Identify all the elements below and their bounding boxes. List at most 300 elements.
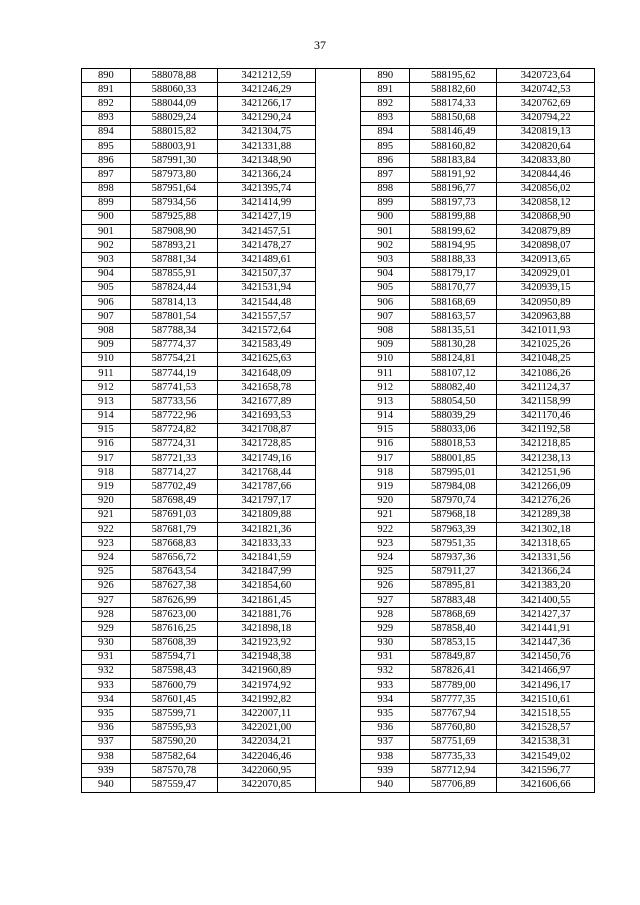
right-point-number-cell: 936 [361, 721, 410, 735]
right-point-number-cell: 926 [361, 579, 410, 593]
right-point-number-cell: 892 [361, 97, 410, 111]
table-row [82, 225, 595, 239]
column-gap [315, 707, 361, 721]
right-x-coordinate-cell: 588196,77 [410, 182, 497, 196]
left-x-coordinate-cell: 588078,88 [130, 69, 217, 83]
left-point-number-cell: 932 [82, 664, 131, 678]
right-x-coordinate-cell: 588194,95 [410, 239, 497, 253]
left-point-number-cell: 911 [82, 366, 131, 380]
right-x-coordinate-cell: 588188,33 [410, 253, 497, 267]
left-x-coordinate-cell: 587599,71 [130, 707, 217, 721]
left-x-coordinate-cell: 587626,99 [130, 593, 217, 607]
right-y-coordinate-cell: 3421427,37 [497, 608, 595, 622]
right-x-coordinate-cell: 588130,28 [410, 338, 497, 352]
right-point-number-cell: 902 [361, 239, 410, 253]
left-point-number-cell: 892 [82, 97, 131, 111]
right-point-number-cell: 934 [361, 693, 410, 707]
column-gap [315, 423, 361, 437]
right-point-number-cell: 919 [361, 480, 410, 494]
column-gap [315, 565, 361, 579]
column-gap [315, 735, 361, 749]
right-point-number-cell: 899 [361, 196, 410, 210]
left-point-number-cell: 924 [82, 551, 131, 565]
right-point-number-cell: 910 [361, 352, 410, 366]
right-point-number-cell: 909 [361, 338, 410, 352]
left-x-coordinate-cell: 588044,09 [130, 97, 217, 111]
left-x-coordinate-cell: 587598,43 [130, 664, 217, 678]
left-x-coordinate-cell: 587681,79 [130, 523, 217, 537]
left-x-coordinate-cell: 587788,34 [130, 324, 217, 338]
right-x-coordinate-cell: 587895,81 [410, 579, 497, 593]
table-row [82, 508, 595, 522]
table-row [82, 622, 595, 636]
column-gap [315, 636, 361, 650]
left-point-number-cell: 901 [82, 225, 131, 239]
right-x-coordinate-cell: 587751,69 [410, 735, 497, 749]
left-y-coordinate-cell: 3421304,75 [218, 125, 316, 139]
left-point-number-cell: 918 [82, 466, 131, 480]
right-point-number-cell: 915 [361, 423, 410, 437]
left-point-number-cell: 916 [82, 437, 131, 451]
left-point-number-cell: 931 [82, 650, 131, 664]
table-row [82, 778, 595, 792]
left-x-coordinate-cell: 587623,00 [130, 608, 217, 622]
left-x-coordinate-cell: 587656,72 [130, 551, 217, 565]
left-x-coordinate-cell: 587744,19 [130, 366, 217, 380]
table-row [82, 253, 595, 267]
column-gap [315, 650, 361, 664]
left-point-number-cell: 915 [82, 423, 131, 437]
left-y-coordinate-cell: 3421841,59 [218, 551, 316, 565]
column-gap [315, 437, 361, 451]
column-gap [315, 97, 361, 111]
left-y-coordinate-cell: 3421246,29 [218, 83, 316, 97]
table-row [82, 466, 595, 480]
right-point-number-cell: 898 [361, 182, 410, 196]
column-gap [315, 381, 361, 395]
right-x-coordinate-cell: 587826,41 [410, 664, 497, 678]
left-x-coordinate-cell: 587608,39 [130, 636, 217, 650]
right-y-coordinate-cell: 3420868,90 [497, 210, 595, 224]
right-y-coordinate-cell: 3420950,89 [497, 296, 595, 310]
right-point-number-cell: 932 [361, 664, 410, 678]
column-gap [315, 679, 361, 693]
left-x-coordinate-cell: 588060,33 [130, 83, 217, 97]
right-point-number-cell: 890 [361, 69, 410, 83]
left-y-coordinate-cell: 3421821,36 [218, 523, 316, 537]
left-point-number-cell: 895 [82, 139, 131, 153]
left-y-coordinate-cell: 3421414,99 [218, 196, 316, 210]
left-x-coordinate-cell: 587724,31 [130, 437, 217, 451]
left-x-coordinate-cell: 587881,34 [130, 253, 217, 267]
right-x-coordinate-cell: 588160,82 [410, 139, 497, 153]
right-y-coordinate-cell: 3421266,09 [497, 480, 595, 494]
column-gap [315, 537, 361, 551]
table-row [82, 608, 595, 622]
table-row [82, 693, 595, 707]
left-y-coordinate-cell: 3421427,19 [218, 210, 316, 224]
column-gap [315, 608, 361, 622]
left-point-number-cell: 919 [82, 480, 131, 494]
left-y-coordinate-cell: 3421749,16 [218, 452, 316, 466]
right-y-coordinate-cell: 3420879,89 [497, 225, 595, 239]
right-y-coordinate-cell: 3420898,07 [497, 239, 595, 253]
left-y-coordinate-cell: 3421348,90 [218, 154, 316, 168]
right-y-coordinate-cell: 3421510,61 [497, 693, 595, 707]
left-y-coordinate-cell: 3421290,24 [218, 111, 316, 125]
left-y-coordinate-cell: 3421854,60 [218, 579, 316, 593]
left-y-coordinate-cell: 3422021,00 [218, 721, 316, 735]
column-gap [315, 338, 361, 352]
right-point-number-cell: 935 [361, 707, 410, 721]
left-y-coordinate-cell: 3421693,53 [218, 409, 316, 423]
left-x-coordinate-cell: 587668,83 [130, 537, 217, 551]
table-row [82, 735, 595, 749]
right-y-coordinate-cell: 3421170,46 [497, 409, 595, 423]
left-x-coordinate-cell: 587824,44 [130, 281, 217, 295]
left-y-coordinate-cell: 3422070,85 [218, 778, 316, 792]
left-point-number-cell: 902 [82, 239, 131, 253]
left-point-number-cell: 905 [82, 281, 131, 295]
right-y-coordinate-cell: 3421011,93 [497, 324, 595, 338]
left-point-number-cell: 890 [82, 69, 131, 83]
left-x-coordinate-cell: 587893,21 [130, 239, 217, 253]
right-x-coordinate-cell: 587883,48 [410, 593, 497, 607]
table-row [82, 267, 595, 281]
left-y-coordinate-cell: 3421847,99 [218, 565, 316, 579]
column-gap [315, 409, 361, 423]
left-y-coordinate-cell: 3422034,21 [218, 735, 316, 749]
right-x-coordinate-cell: 588135,51 [410, 324, 497, 338]
right-x-coordinate-cell: 587951,35 [410, 537, 497, 551]
column-gap [315, 466, 361, 480]
column-gap [315, 239, 361, 253]
table-row [82, 69, 595, 83]
column-gap [315, 210, 361, 224]
left-point-number-cell: 929 [82, 622, 131, 636]
left-y-coordinate-cell: 3421531,94 [218, 281, 316, 295]
left-point-number-cell: 937 [82, 735, 131, 749]
left-x-coordinate-cell: 587582,64 [130, 750, 217, 764]
column-gap [315, 523, 361, 537]
right-point-number-cell: 893 [361, 111, 410, 125]
right-x-coordinate-cell: 588054,50 [410, 395, 497, 409]
right-x-coordinate-cell: 588179,17 [410, 267, 497, 281]
right-x-coordinate-cell: 588033,06 [410, 423, 497, 437]
left-x-coordinate-cell: 587601,45 [130, 693, 217, 707]
table-row [82, 664, 595, 678]
right-point-number-cell: 897 [361, 168, 410, 182]
right-point-number-cell: 916 [361, 437, 410, 451]
table-row [82, 636, 595, 650]
right-x-coordinate-cell: 588039,29 [410, 409, 497, 423]
table-row [82, 593, 595, 607]
left-y-coordinate-cell: 3421898,18 [218, 622, 316, 636]
table-row [82, 523, 595, 537]
left-y-coordinate-cell: 3421677,89 [218, 395, 316, 409]
right-y-coordinate-cell: 3420742,53 [497, 83, 595, 97]
right-y-coordinate-cell: 3421318,65 [497, 537, 595, 551]
right-x-coordinate-cell: 588150,68 [410, 111, 497, 125]
right-x-coordinate-cell: 587868,69 [410, 608, 497, 622]
left-y-coordinate-cell: 3421658,78 [218, 381, 316, 395]
left-x-coordinate-cell: 588015,82 [130, 125, 217, 139]
right-x-coordinate-cell: 587849,87 [410, 650, 497, 664]
column-gap [315, 125, 361, 139]
column-gap [315, 778, 361, 792]
right-point-number-cell: 904 [361, 267, 410, 281]
left-x-coordinate-cell: 587691,03 [130, 508, 217, 522]
table-row [82, 139, 595, 153]
right-x-coordinate-cell: 587858,40 [410, 622, 497, 636]
right-y-coordinate-cell: 3421549,02 [497, 750, 595, 764]
left-point-number-cell: 906 [82, 296, 131, 310]
left-x-coordinate-cell: 587991,30 [130, 154, 217, 168]
right-point-number-cell: 931 [361, 650, 410, 664]
column-gap [315, 551, 361, 565]
table-row [82, 764, 595, 778]
right-point-number-cell: 913 [361, 395, 410, 409]
table-row [82, 423, 595, 437]
left-y-coordinate-cell: 3421768,44 [218, 466, 316, 480]
right-x-coordinate-cell: 588183,84 [410, 154, 497, 168]
table-row [82, 409, 595, 423]
column-gap [315, 281, 361, 295]
right-y-coordinate-cell: 3420794,22 [497, 111, 595, 125]
right-y-coordinate-cell: 3421366,24 [497, 565, 595, 579]
right-x-coordinate-cell: 588107,12 [410, 366, 497, 380]
table-row [82, 97, 595, 111]
page-number: 37 [314, 38, 326, 52]
table-row [82, 494, 595, 508]
right-y-coordinate-cell: 3421447,36 [497, 636, 595, 650]
column-gap [315, 352, 361, 366]
column-gap [315, 395, 361, 409]
right-x-coordinate-cell: 587789,00 [410, 679, 497, 693]
left-y-coordinate-cell: 3421861,45 [218, 593, 316, 607]
column-gap [315, 324, 361, 338]
column-gap [315, 253, 361, 267]
right-y-coordinate-cell: 3421606,66 [497, 778, 595, 792]
left-y-coordinate-cell: 3421583,49 [218, 338, 316, 352]
left-point-number-cell: 908 [82, 324, 131, 338]
left-y-coordinate-cell: 3421708,87 [218, 423, 316, 437]
table-row [82, 281, 595, 295]
left-point-number-cell: 900 [82, 210, 131, 224]
left-x-coordinate-cell: 587925,88 [130, 210, 217, 224]
left-point-number-cell: 904 [82, 267, 131, 281]
left-y-coordinate-cell: 3422007,11 [218, 707, 316, 721]
left-point-number-cell: 921 [82, 508, 131, 522]
left-point-number-cell: 930 [82, 636, 131, 650]
right-point-number-cell: 930 [361, 636, 410, 650]
right-y-coordinate-cell: 3421383,20 [497, 579, 595, 593]
right-y-coordinate-cell: 3421251,96 [497, 466, 595, 480]
right-x-coordinate-cell: 587735,33 [410, 750, 497, 764]
left-x-coordinate-cell: 587702,49 [130, 480, 217, 494]
table-row [82, 296, 595, 310]
left-x-coordinate-cell: 587754,21 [130, 352, 217, 366]
table-row [82, 437, 595, 451]
left-point-number-cell: 894 [82, 125, 131, 139]
table-row [82, 182, 595, 196]
left-point-number-cell: 899 [82, 196, 131, 210]
column-gap [315, 721, 361, 735]
coordinates-table-body [82, 69, 595, 793]
left-point-number-cell: 934 [82, 693, 131, 707]
table-row [82, 210, 595, 224]
left-x-coordinate-cell: 587908,90 [130, 225, 217, 239]
left-y-coordinate-cell: 3421478,27 [218, 239, 316, 253]
right-x-coordinate-cell: 588170,77 [410, 281, 497, 295]
right-y-coordinate-cell: 3421331,56 [497, 551, 595, 565]
right-point-number-cell: 906 [361, 296, 410, 310]
right-point-number-cell: 894 [361, 125, 410, 139]
column-gap [315, 480, 361, 494]
right-point-number-cell: 938 [361, 750, 410, 764]
right-x-coordinate-cell: 587937,36 [410, 551, 497, 565]
left-y-coordinate-cell: 3422060,95 [218, 764, 316, 778]
column-gap [315, 579, 361, 593]
right-y-coordinate-cell: 3420844,46 [497, 168, 595, 182]
right-y-coordinate-cell: 3421528,57 [497, 721, 595, 735]
table-row [82, 83, 595, 97]
left-y-coordinate-cell: 3421457,51 [218, 225, 316, 239]
right-point-number-cell: 925 [361, 565, 410, 579]
column-gap [315, 750, 361, 764]
right-x-coordinate-cell: 587712,94 [410, 764, 497, 778]
right-x-coordinate-cell: 587984,08 [410, 480, 497, 494]
left-x-coordinate-cell: 587733,56 [130, 395, 217, 409]
right-point-number-cell: 933 [361, 679, 410, 693]
left-y-coordinate-cell: 3421544,48 [218, 296, 316, 310]
left-point-number-cell: 903 [82, 253, 131, 267]
table-row [82, 381, 595, 395]
right-y-coordinate-cell: 3421518,55 [497, 707, 595, 721]
left-y-coordinate-cell: 3421948,38 [218, 650, 316, 664]
right-point-number-cell: 907 [361, 310, 410, 324]
right-y-coordinate-cell: 3420819,13 [497, 125, 595, 139]
left-point-number-cell: 928 [82, 608, 131, 622]
column-gap [315, 267, 361, 281]
right-x-coordinate-cell: 588174,33 [410, 97, 497, 111]
right-point-number-cell: 917 [361, 452, 410, 466]
right-y-coordinate-cell: 3421192,58 [497, 423, 595, 437]
right-x-coordinate-cell: 588168,69 [410, 296, 497, 310]
right-x-coordinate-cell: 588199,62 [410, 225, 497, 239]
right-y-coordinate-cell: 3420833,80 [497, 154, 595, 168]
right-y-coordinate-cell: 3421158,99 [497, 395, 595, 409]
left-x-coordinate-cell: 587951,64 [130, 182, 217, 196]
right-y-coordinate-cell: 3421124,37 [497, 381, 595, 395]
left-point-number-cell: 922 [82, 523, 131, 537]
left-y-coordinate-cell: 3421557,57 [218, 310, 316, 324]
left-point-number-cell: 925 [82, 565, 131, 579]
right-point-number-cell: 924 [361, 551, 410, 565]
right-point-number-cell: 920 [361, 494, 410, 508]
right-point-number-cell: 937 [361, 735, 410, 749]
left-point-number-cell: 914 [82, 409, 131, 423]
column-gap [315, 111, 361, 125]
right-x-coordinate-cell: 588191,92 [410, 168, 497, 182]
table-row [82, 395, 595, 409]
column-gap [315, 296, 361, 310]
left-x-coordinate-cell: 588003,91 [130, 139, 217, 153]
right-x-coordinate-cell: 588195,62 [410, 69, 497, 83]
left-y-coordinate-cell: 3421572,64 [218, 324, 316, 338]
right-point-number-cell: 895 [361, 139, 410, 153]
right-point-number-cell: 903 [361, 253, 410, 267]
table-row [82, 168, 595, 182]
table-row [82, 721, 595, 735]
column-gap [315, 593, 361, 607]
column-gap [315, 622, 361, 636]
column-gap [315, 664, 361, 678]
table-row [82, 352, 595, 366]
left-x-coordinate-cell: 588029,24 [130, 111, 217, 125]
table-row [82, 679, 595, 693]
column-gap [315, 154, 361, 168]
right-point-number-cell: 901 [361, 225, 410, 239]
coordinates-table [81, 68, 595, 793]
right-point-number-cell: 900 [361, 210, 410, 224]
right-y-coordinate-cell: 3421496,17 [497, 679, 595, 693]
right-y-coordinate-cell: 3421302,18 [497, 523, 595, 537]
left-y-coordinate-cell: 3421648,09 [218, 366, 316, 380]
left-x-coordinate-cell: 587724,82 [130, 423, 217, 437]
column-gap [315, 69, 361, 83]
table-row [82, 111, 595, 125]
left-x-coordinate-cell: 587627,38 [130, 579, 217, 593]
right-point-number-cell: 929 [361, 622, 410, 636]
table-row [82, 366, 595, 380]
left-point-number-cell: 893 [82, 111, 131, 125]
left-y-coordinate-cell: 3422046,46 [218, 750, 316, 764]
right-x-coordinate-cell: 587760,80 [410, 721, 497, 735]
right-point-number-cell: 896 [361, 154, 410, 168]
right-y-coordinate-cell: 3421086,26 [497, 366, 595, 380]
table-row [82, 310, 595, 324]
left-point-number-cell: 938 [82, 750, 131, 764]
right-y-coordinate-cell: 3421025,26 [497, 338, 595, 352]
right-x-coordinate-cell: 587777,35 [410, 693, 497, 707]
table-row [82, 239, 595, 253]
table-row [82, 324, 595, 338]
right-point-number-cell: 940 [361, 778, 410, 792]
table-row [82, 480, 595, 494]
right-point-number-cell: 939 [361, 764, 410, 778]
left-point-number-cell: 917 [82, 452, 131, 466]
left-y-coordinate-cell: 3421212,59 [218, 69, 316, 83]
left-x-coordinate-cell: 587590,20 [130, 735, 217, 749]
right-y-coordinate-cell: 3420939,15 [497, 281, 595, 295]
table-row [82, 154, 595, 168]
right-x-coordinate-cell: 587995,01 [410, 466, 497, 480]
right-x-coordinate-cell: 588163,57 [410, 310, 497, 324]
right-y-coordinate-cell: 3420913,65 [497, 253, 595, 267]
right-y-coordinate-cell: 3421048,25 [497, 352, 595, 366]
right-point-number-cell: 923 [361, 537, 410, 551]
right-y-coordinate-cell: 3420820,64 [497, 139, 595, 153]
left-y-coordinate-cell: 3421787,66 [218, 480, 316, 494]
left-x-coordinate-cell: 587643,54 [130, 565, 217, 579]
right-point-number-cell: 905 [361, 281, 410, 295]
table-row [82, 565, 595, 579]
right-y-coordinate-cell: 3421466,97 [497, 664, 595, 678]
right-y-coordinate-cell: 3420858,12 [497, 196, 595, 210]
right-point-number-cell: 908 [361, 324, 410, 338]
left-y-coordinate-cell: 3421974,92 [218, 679, 316, 693]
